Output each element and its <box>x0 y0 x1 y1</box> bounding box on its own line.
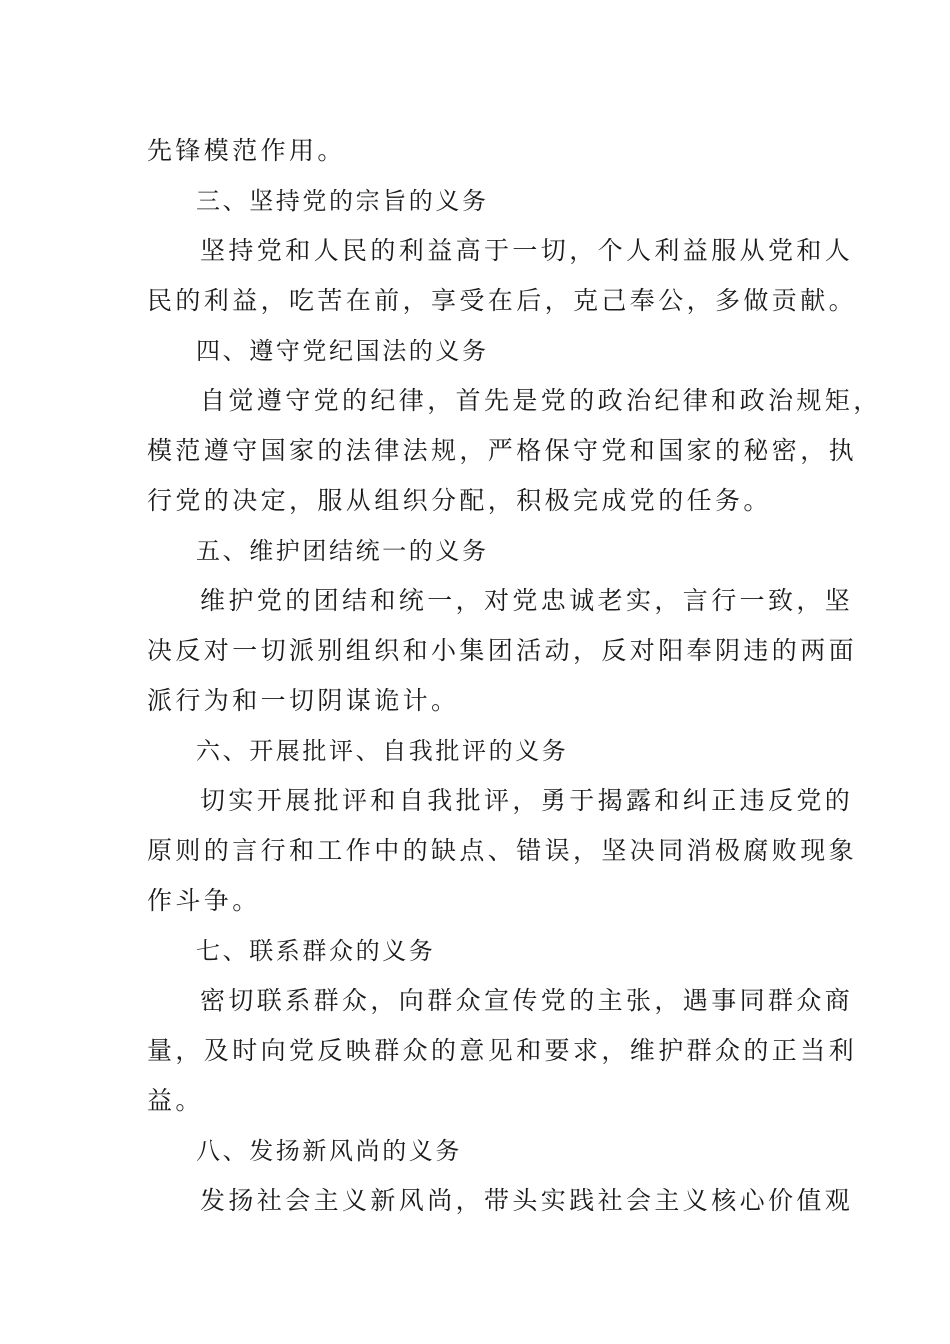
body-text-line: 切实开展批评和自我批评，勇于揭露和纠正违反党的 <box>200 786 854 815</box>
body-text-line: 先锋模范作用。 <box>147 136 346 165</box>
body-text-line: 发扬社会主义新风尚，带头实践社会主义核心价值观 <box>200 1186 854 1215</box>
body-text-line: 坚持党和人民的利益高于一切，个人利益服从党和人 <box>200 236 854 265</box>
body-text-line: 原则的言行和工作中的缺点、错误，坚决同消极腐败现象 <box>147 836 858 865</box>
body-text-line: 自觉遵守党的纪律，首先是党的政治纪律和政治规矩， <box>200 386 882 415</box>
section-heading: 八、发扬新风尚的义务 <box>196 1137 462 1165</box>
body-text-line: 派行为和一切阴谋诡计。 <box>147 686 460 715</box>
section-heading: 五、维护团结统一的义务 <box>196 537 489 565</box>
body-text-line: 作斗争。 <box>147 886 261 915</box>
body-text-line: 益。 <box>147 1086 204 1115</box>
section-heading: 七、联系群众的义务 <box>196 937 436 965</box>
body-text-line: 民的利益，吃苦在前，享受在后，克己奉公，多做贡献。 <box>147 286 858 315</box>
section-heading: 三、坚持党的宗旨的义务 <box>196 187 489 215</box>
body-text-line: 决反对一切派别组织和小集团活动，反对阳奉阴违的两面 <box>147 636 858 665</box>
body-text-line: 量，及时向党反映群众的意见和要求，维护群众的正当利 <box>147 1036 858 1065</box>
body-text-line: 维护党的团结和统一，对党忠诚老实，言行一致，坚 <box>200 586 854 615</box>
body-text-line: 行党的决定，服从组织分配，积极完成党的任务。 <box>147 486 772 515</box>
body-text-line: 模范遵守国家的法律法规，严格保守党和国家的秘密，执 <box>147 436 858 465</box>
body-text-line: 密切联系群众，向群众宣传党的主张，遇事同群众商 <box>200 986 854 1015</box>
section-heading: 六、开展批评、自我批评的义务 <box>196 737 569 765</box>
section-heading: 四、遵守党纪国法的义务 <box>196 337 489 365</box>
